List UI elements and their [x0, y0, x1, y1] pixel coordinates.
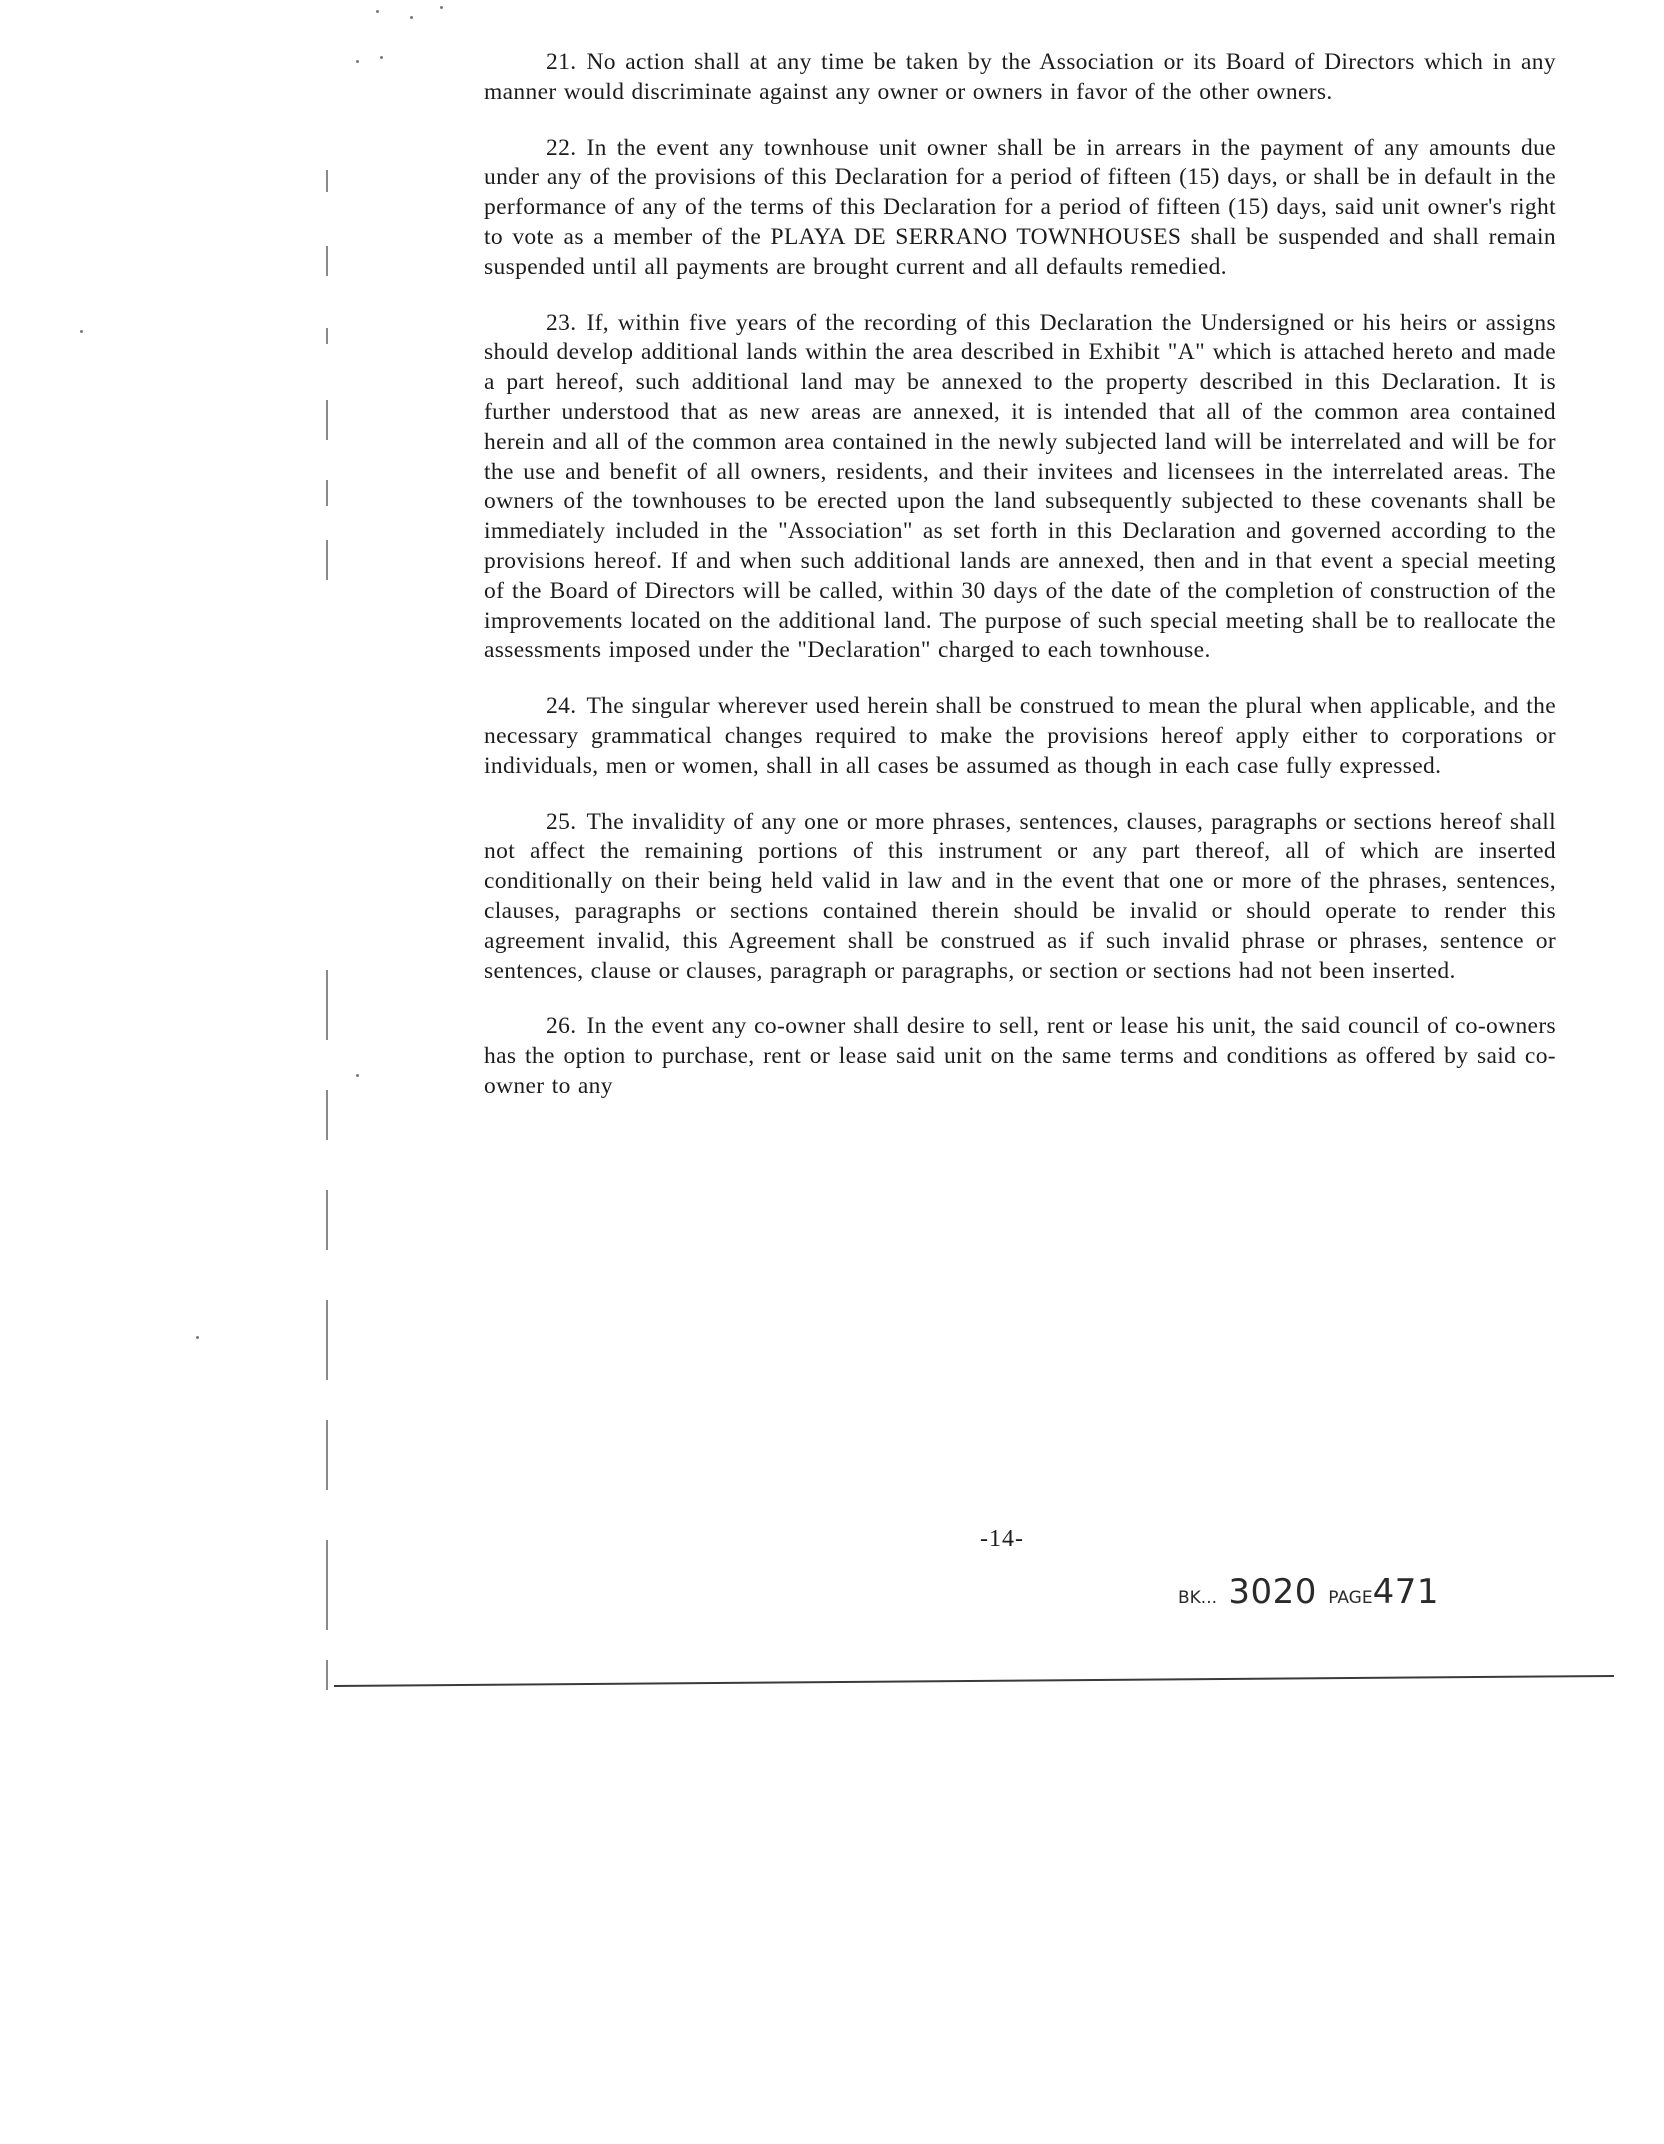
paragraph-number: 21.: [546, 49, 577, 75]
scan-speck: [440, 6, 443, 9]
book-page-stamp: [1178, 1572, 1439, 1612]
paragraph-number: 26.: [546, 1013, 577, 1040]
scan-speck: [356, 60, 359, 63]
scan-speck: [356, 1074, 359, 1077]
scan-speck: [196, 1336, 199, 1339]
paragraph-text: In the event any co-owner shall desire to sell, rent or lease his unit, the said council of co-owners has the option to purchase, rent or lease said unit on the same terms and conditions as offered by said co-owner to any: [484, 1013, 1556, 1099]
scan-speck: [376, 10, 379, 13]
scan-speck: [380, 56, 383, 59]
book-label: BK...: [1178, 1588, 1218, 1608]
bottom-divider: [334, 1675, 1614, 1687]
scan-margin-marks: [326, 150, 332, 1690]
paragraph-number: 23.: [546, 309, 577, 336]
paragraph-number: 22.: [546, 134, 577, 161]
paragraph-number: 24.: [546, 693, 577, 720]
paragraph-23: [484, 309, 1556, 667]
paragraph-text: The invalidity of any one or more phrases, sentences, clauses, paragraphs or sections hereof shall not affect the remaining portions of this instrument or any part thereof, all of which are inserted conditionally on their being held valid in law and in the event that one or more of the phrases, sentences, clauses, paragraphs or sections contained therein should be invalid or should operate to render this agreement invalid, this Agreement shall be construed as if such invalid phrase or phrases, sentence or sentences, clause or clauses, paragraph or paragraphs, or section or sections had not been inserted.: [484, 808, 1556, 984]
page-number: -14-: [980, 1526, 1024, 1552]
paragraph-text: In the event any townhouse unit owner shall be in arrears in the payment of any amounts due under any of the provisions of this Declaration for a period of fifteen (15) days, or shall be in default in the performance of any of the terms of this Declaration for a period of fifteen (15) days, said unit owner's right to vote as a member of the PLAYA DE SERRANO TOWNHOUSES shall be suspended and shall remain suspended until all payments are brought current and all defaults remedied.: [484, 134, 1556, 280]
paragraph-26: [484, 1012, 1556, 1101]
paragraph-text: No action shall at any time be taken by the Association or its Board of Directors which in any manner would discriminate against any owner or owners in favor of the other owners.: [484, 49, 1556, 105]
book-number: 3020: [1228, 1572, 1317, 1612]
scan-speck: [80, 330, 83, 333]
paragraph-text: If, within five years of the recording of this Declaration the Undersigned or his heirs or assigns should develop additional lands within the area described in Exhibit "A" which is attached hereto and made a part hereof, such additional land may be annexed to the property described in this Declaration. It is further understood that as new areas are annexed, it is intended that all of the common area contained herein and all of the common area contained in the newly subjected land will be interrelated and will be for the use and benefit of all owners, residents, and their invitees and licensees in the interrelated areas. The owners of the townhouses to be erected upon the land subsequently subjected to these covenants shall be immediately included in the "Association" as set forth in this Declaration and governed according to the provisions hereof. If and when such additional lands are annexed, then and in that event a special meeting of the Board of Directors will be called, within 30 days of the date of the completion of construction of the improvements located on the additional land. The purpose of such special meeting shall be to reallocate the assessments imposed under the "Declaration" charged to each townhouse.: [484, 309, 1556, 664]
paragraph-text: The singular wherever used herein shall be construed to mean the plural when applicable, and the necessary grammatical changes required to make the provisions hereof apply either to corporations or individuals, men or women, shall in all cases be assumed as though in each case fully expressed.: [484, 693, 1556, 779]
paragraph-21: [484, 48, 1556, 108]
document-body: [484, 48, 1556, 1128]
scan-speck: [410, 16, 413, 19]
paragraph-22: [484, 134, 1556, 283]
paragraph-24: [484, 692, 1556, 781]
page-stamp-number: 471: [1372, 1572, 1440, 1612]
paragraph-number: 25.: [546, 808, 577, 835]
page-label: PAGE: [1328, 1588, 1373, 1608]
paragraph-25: [484, 808, 1556, 987]
